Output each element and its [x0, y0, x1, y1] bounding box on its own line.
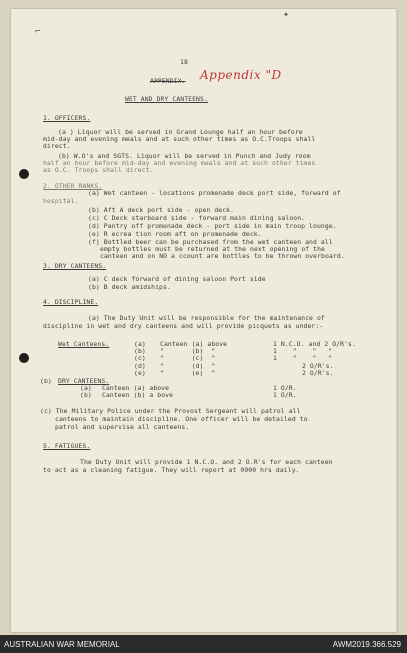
dry-row-picquet: 1 O/R.	[273, 384, 297, 392]
punch-hole-top	[19, 169, 29, 179]
section-fatigues-heading: 5. FATIGUES.	[43, 442, 91, 450]
other-ranks-line: (f) Bottled beer can be purchased from the wet canteen and all	[88, 238, 333, 246]
wet-row-picquet: 2 O/R's.	[302, 369, 334, 377]
handwritten-annotation: Appendix "D	[200, 68, 282, 82]
wet-row-picquet: 2 O/R's.	[302, 362, 334, 370]
document-title: WET AND DRY CANTEENS.	[125, 95, 208, 103]
section-other-ranks-heading: 2. OTHER RANKS.	[43, 182, 103, 190]
corner-mark: ⌐	[35, 27, 41, 37]
section-discipline-heading: 4. DISCIPLINE.	[43, 298, 99, 306]
wet-row-letter: (a)	[134, 340, 146, 348]
wet-row-picquet: 1 " " "	[273, 347, 333, 355]
dry-row-letter: (a)	[80, 384, 92, 392]
wet-row-picquet: 1 " " "	[273, 354, 333, 362]
wet-row-picquet: 1 N.C.O. and 2 O/R's.	[273, 340, 356, 348]
wet-row-letter: (c)	[134, 354, 146, 362]
other-ranks-line: empty bottles must be returned at the next opening of the	[100, 245, 326, 253]
page-number: 18	[180, 58, 188, 66]
punch-hole-bottom	[19, 353, 29, 363]
section-officers-heading: 1. OFFICERS.	[43, 114, 91, 122]
officers-b-line: as O.C. Troops shall direct.	[43, 166, 154, 174]
struck-heading: APPENDIX.	[150, 77, 186, 85]
discipline-c-line: (c) The Military Police under the Provost Sergeant will patrol all	[40, 407, 301, 415]
other-ranks-line: (d) Pantry off promenade deck - port side in main troop lounge.	[88, 222, 337, 230]
wet-row-canteen: " (e) "	[160, 369, 216, 377]
discipline-c-line: patrol and supervise all canteens.	[55, 423, 190, 431]
discipline-b-label: (b)	[40, 377, 52, 385]
footer-institution: AUSTRALIAN WAR MEMORIAL	[4, 640, 120, 649]
officers-a-line: (a ) Liquor will be served in Grand Lounge half an hour before	[58, 128, 303, 136]
staple-mark: ✦	[283, 9, 290, 20]
discipline-a-line: discipline in wet and dry canteens and will provide picquets as under:-	[43, 322, 324, 330]
wet-row-canteen: " (b) "	[160, 347, 216, 355]
wet-row-letter: (d)	[134, 362, 146, 370]
discipline-c-line: canteens to maintain discipline. One officer will be detailed to	[55, 415, 308, 423]
other-ranks-line: (e) R ecrea tion room aft on promenade deck.	[88, 230, 262, 238]
section-dry-canteens-heading: 3. DRY CANTEENS.	[43, 262, 107, 270]
dry-row-letter: (b)	[80, 391, 92, 399]
officers-b-line: half an hour before mid-day and evening meals and at such other times	[43, 159, 316, 167]
dry-row-picquet: 1 O/R.	[273, 391, 297, 399]
wet-canteens-label: Wet Canteens.	[58, 340, 110, 348]
dry-canteens-label: DRY CANTEENS.	[58, 377, 110, 385]
other-ranks-line: hospital.	[43, 197, 79, 205]
dry-canteens-line: (a) C deck forward of dining saloon Port side	[88, 275, 266, 283]
footer-accession-number: AWM2019.366.529	[332, 640, 401, 649]
dry-row-canteen: Canteen (a) above	[102, 384, 170, 392]
officers-a-line: mid-day and evening meals and at such other times as O.C.Troops shall	[43, 135, 316, 143]
officers-b-line: (b) W.O's and SGTS. Liquor will be served in Punch and Judy room	[58, 152, 311, 160]
other-ranks-line: (a) Wet canteen - locations promenade deck port side, forward of	[88, 189, 341, 197]
wet-row-canteen: " (c) "	[160, 354, 216, 362]
wet-row-letter: (e)	[134, 369, 146, 377]
dry-canteens-line: (b) B deck amidships.	[88, 283, 171, 291]
other-ranks-line: (b) Aft A deck port side - open deck.	[88, 206, 235, 214]
wet-row-letter: (b)	[134, 347, 146, 355]
officers-a-line: direct.	[43, 142, 71, 150]
wet-row-canteen: Canteen (a) above	[160, 340, 228, 348]
dry-row-canteen: Canteen (b) a bove	[102, 391, 174, 399]
archive-footer	[0, 635, 407, 653]
fatigues-line: to act as a cleaning fatigue. They will report at 0900 hrs daily.	[43, 466, 300, 474]
fatigues-line: The Duty Unit will provide 1 N.C.O. and 2 O.R's for each canteen	[80, 458, 333, 466]
discipline-a-line: (a) The Duty Unit will be responsible for the maintenance of	[88, 314, 325, 322]
other-ranks-line: (c) C Deck starboard side - forward main dining saloon.	[88, 214, 306, 222]
wet-row-canteen: " (d) "	[160, 362, 216, 370]
other-ranks-line: canteen and on NO a ccount are bottles to be thrown overboard.	[100, 252, 345, 260]
